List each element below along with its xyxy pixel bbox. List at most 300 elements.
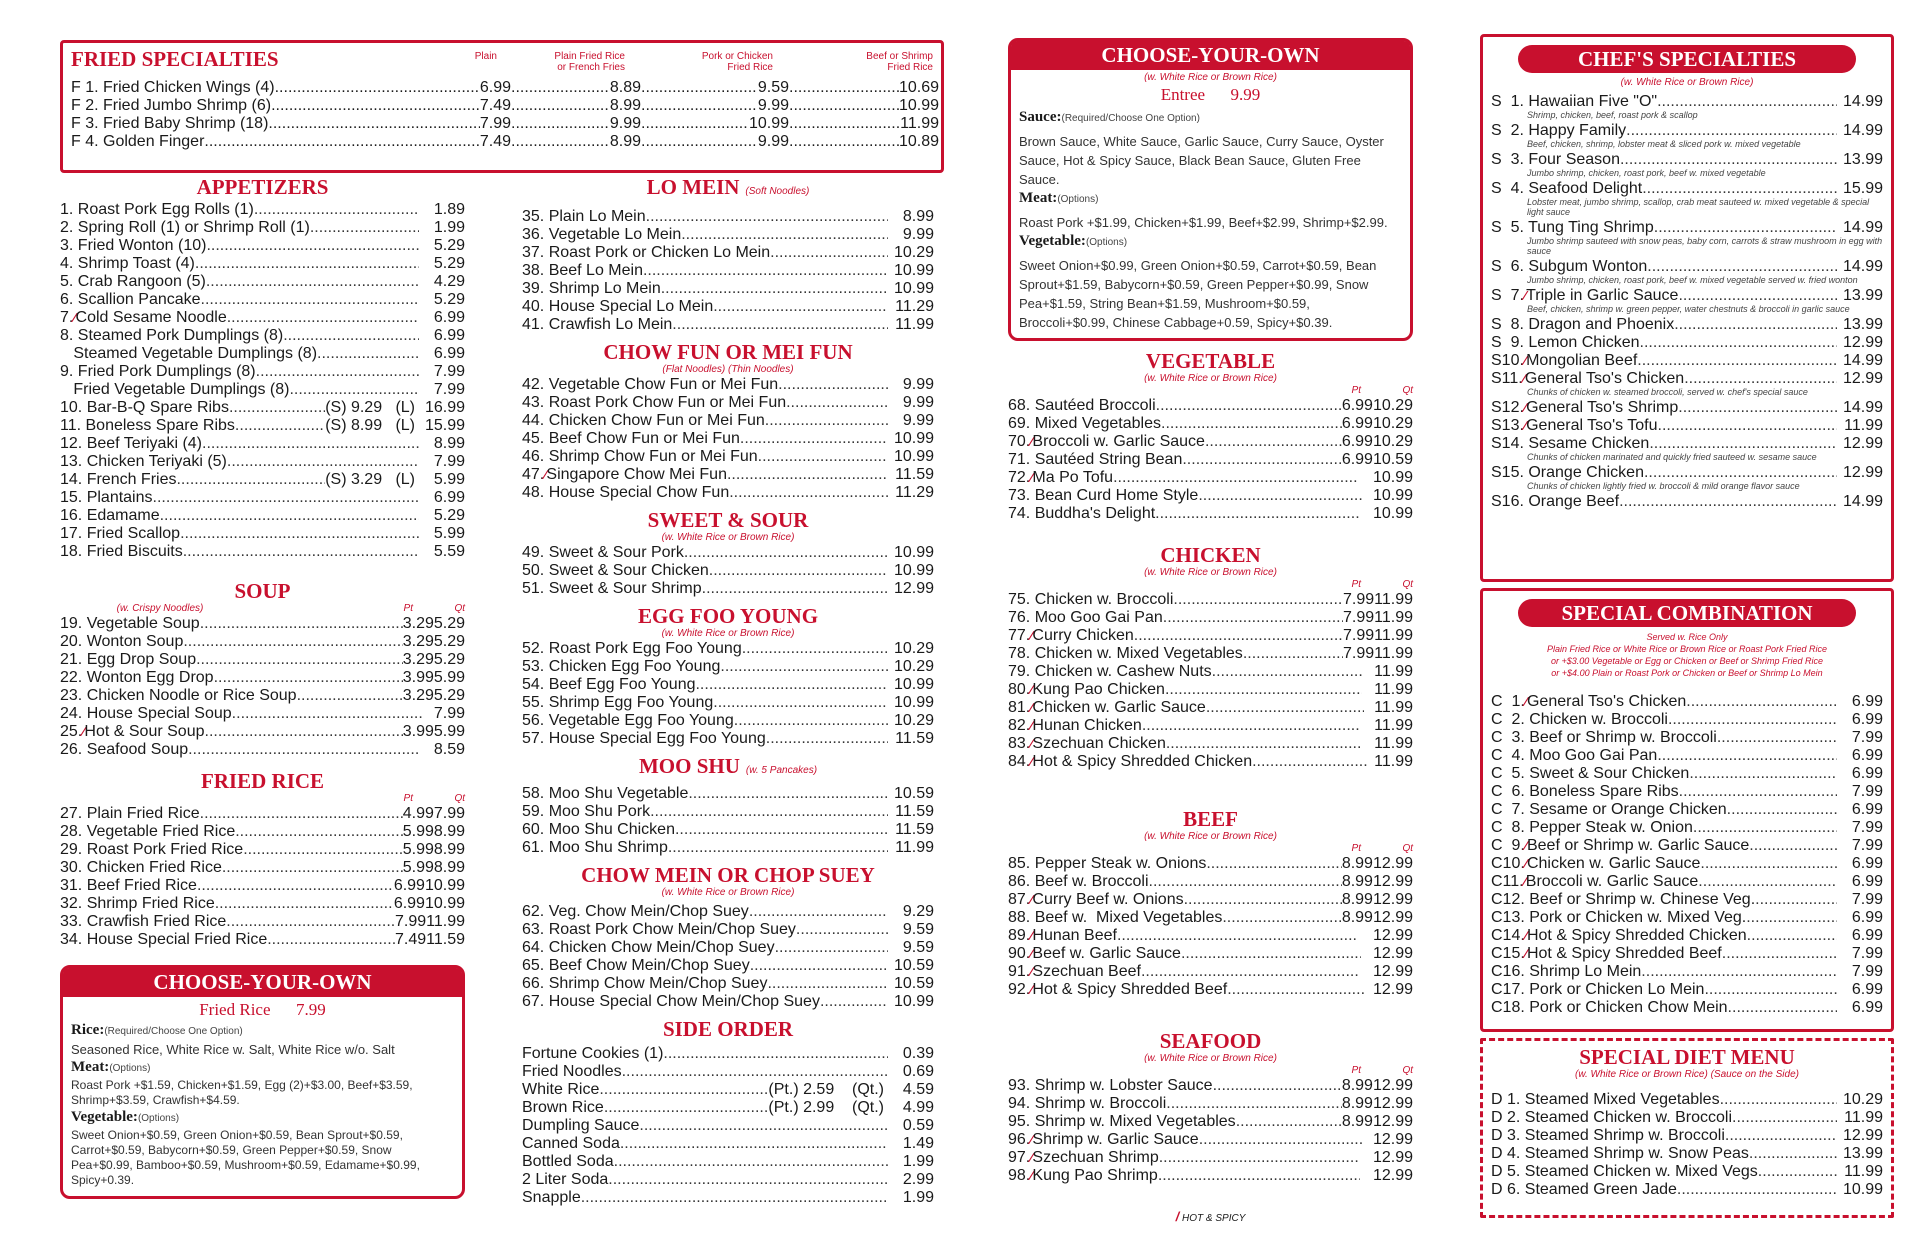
item-price: 1.89 bbox=[433, 201, 465, 218]
item-name bbox=[522, 694, 713, 712]
item-label: D 2. Steamed Chicken w. Broccoli bbox=[1491, 1109, 1732, 1126]
item-price: 1.99 bbox=[433, 219, 465, 236]
item-name bbox=[1491, 352, 1637, 370]
lo-mein-list bbox=[522, 208, 934, 334]
item-price: 11.99 bbox=[1844, 1109, 1883, 1126]
item-name bbox=[1008, 627, 1134, 645]
item-label-rest: Beef or Shrimp w. Garlic Sauce bbox=[1526, 837, 1750, 854]
leader-dots bbox=[1161, 415, 1342, 433]
item-price-pt: 7.99 bbox=[395, 913, 427, 930]
item-price: 10.59 bbox=[893, 957, 934, 974]
leader-dots bbox=[196, 651, 403, 669]
leader-dots bbox=[643, 262, 888, 280]
special-combination-list bbox=[1491, 693, 1883, 1017]
item-price: 4.29 bbox=[433, 273, 465, 290]
item-price-pt bbox=[1360, 717, 1374, 735]
menu-item bbox=[522, 484, 934, 502]
menu-item bbox=[522, 562, 934, 580]
menu-item bbox=[1491, 945, 1883, 963]
item-name bbox=[1491, 180, 1642, 198]
item-price: 6.99 bbox=[1851, 981, 1883, 998]
leader-dots bbox=[297, 687, 403, 705]
item-name bbox=[522, 1081, 599, 1099]
menu-item bbox=[522, 921, 934, 939]
item-name bbox=[522, 1099, 604, 1117]
leader-dots bbox=[206, 237, 419, 255]
fried-name-cell bbox=[71, 133, 511, 151]
item-label: 69. Mixed Vegetables bbox=[1008, 415, 1161, 432]
item-label: C12. Beef or Shrimp w. Chinese Veg. bbox=[1491, 891, 1756, 908]
menu-item bbox=[60, 705, 465, 723]
item-price: 6.99 bbox=[1851, 927, 1883, 944]
item-name bbox=[60, 435, 202, 453]
item-price: 11.59 bbox=[895, 730, 934, 747]
leader-dots bbox=[729, 484, 888, 502]
item-name bbox=[1491, 493, 1619, 511]
menu-item bbox=[60, 417, 465, 435]
leader-dots bbox=[1700, 855, 1837, 873]
leader-dots bbox=[1644, 464, 1837, 482]
leader-dots bbox=[641, 79, 758, 97]
leader-dots bbox=[1156, 397, 1342, 415]
leader-dots bbox=[1677, 1181, 1837, 1199]
item-name bbox=[1491, 927, 1747, 945]
item-price: 6.99 bbox=[1851, 873, 1883, 890]
item-price-pt bbox=[1357, 927, 1372, 945]
hot-pepper-icon: ⁄ bbox=[1030, 892, 1033, 907]
item-price: 15.99 bbox=[1842, 180, 1883, 197]
item-name bbox=[60, 255, 195, 273]
item-price: 14.99 bbox=[1842, 219, 1883, 236]
item-price: 6.99 bbox=[1851, 999, 1883, 1016]
item-name bbox=[522, 244, 770, 262]
menu-item bbox=[1008, 753, 1413, 771]
menu-item bbox=[522, 658, 934, 676]
item-name bbox=[522, 262, 643, 280]
menu-item bbox=[522, 803, 934, 821]
menu-item bbox=[522, 785, 934, 803]
item-label: 75. Chicken w. Broccoli bbox=[1008, 591, 1174, 608]
menu-item bbox=[522, 676, 934, 694]
item-name bbox=[1491, 93, 1657, 111]
leader-dots bbox=[796, 921, 888, 939]
egg-foo-sub: (w. White Rice or Brown Rice) bbox=[661, 628, 795, 639]
leader-dots bbox=[227, 309, 419, 327]
item-price: 9.59 bbox=[757, 79, 789, 96]
cyo-rice-heading: Rice: bbox=[71, 1022, 105, 1038]
item-name bbox=[522, 785, 688, 803]
leader-dots bbox=[1674, 316, 1837, 334]
leader-dots bbox=[1727, 801, 1837, 819]
item-price-qt: 10.99 bbox=[1372, 505, 1413, 522]
leader-dots bbox=[200, 805, 403, 823]
item-price-pt: 7.99 bbox=[1343, 591, 1375, 608]
menu-item bbox=[1008, 1095, 1413, 1113]
item-label: 71. Sautéed String Bean bbox=[1008, 451, 1183, 468]
menu-item bbox=[1008, 945, 1413, 963]
item-name bbox=[60, 877, 197, 895]
item-price-qt: 11.99 bbox=[1374, 717, 1413, 734]
item-name bbox=[60, 615, 200, 633]
hot-pepper-icon: ⁄ bbox=[1030, 982, 1033, 997]
item-label: C15. bbox=[1491, 945, 1525, 962]
menu-item bbox=[522, 730, 934, 748]
leader-dots bbox=[222, 859, 403, 877]
item-price-qt: 5.99 bbox=[433, 723, 465, 740]
item-price-pt bbox=[1362, 1131, 1373, 1149]
cyo-sauce-note: (Required/Choose One Option) bbox=[1061, 113, 1200, 124]
item-price-qt: 11.99 bbox=[426, 913, 465, 930]
hot-pepper-icon: ⁄ bbox=[1522, 371, 1525, 386]
item-label: C18. Pork or Chicken Chow Mein bbox=[1491, 999, 1728, 1016]
fried-price-cell bbox=[641, 133, 789, 151]
menu-item bbox=[60, 615, 465, 633]
item-price: 14.99 bbox=[1842, 352, 1883, 369]
menu-item bbox=[1491, 435, 1883, 453]
item-price: 8.99 bbox=[609, 97, 641, 114]
menu-item bbox=[1491, 801, 1883, 819]
menu-item bbox=[60, 669, 465, 687]
fried-price-cell bbox=[789, 115, 939, 133]
item-price: 11.59 bbox=[895, 466, 934, 483]
item-name bbox=[522, 1045, 663, 1063]
leader-dots bbox=[766, 730, 888, 748]
item-price-pt bbox=[422, 705, 434, 723]
item-name bbox=[60, 399, 229, 417]
item-label: C11. bbox=[1491, 873, 1524, 890]
item-label: 76. Moo Goo Gai Pan bbox=[1008, 609, 1163, 626]
menu-item bbox=[522, 1171, 934, 1189]
menu-item bbox=[60, 805, 465, 823]
leader-dots bbox=[1732, 1109, 1837, 1127]
item-label: 64. Chicken Chow Mein/Chop Suey bbox=[522, 939, 775, 956]
menu-item bbox=[1008, 699, 1413, 717]
menu-item bbox=[60, 237, 465, 255]
item-label: 4. Shrimp Toast (4) bbox=[60, 255, 195, 272]
cyo-entree-meat-note: (Options) bbox=[1057, 194, 1099, 205]
item-label: D 6. Steamed Green Jade bbox=[1491, 1181, 1677, 1198]
hot-pepper-icon: ⁄ bbox=[1524, 694, 1527, 709]
item-label: 38. Beef Lo Mein bbox=[522, 262, 643, 279]
item-label: F 1. Fried Chicken Wings (4) bbox=[71, 79, 275, 96]
menu-item bbox=[1008, 591, 1413, 609]
cyo-sauce-options: Brown Sauce, White Sauce, Garlic Sauce, Curry Sauce, Oyster Sauce, Hot & Spicy Sauce, Black Bean Sauce, Gluten Free Sauce. bbox=[1019, 134, 1384, 187]
item-name bbox=[60, 471, 176, 489]
item-name bbox=[1491, 1145, 1749, 1163]
item-name bbox=[522, 821, 675, 839]
item-label: 86. Beef w. Broccoli bbox=[1008, 873, 1149, 890]
item-name bbox=[60, 201, 254, 219]
fried-headers bbox=[367, 47, 933, 73]
item-price: 6.99 bbox=[479, 79, 511, 96]
item-price: 10.99 bbox=[893, 676, 934, 693]
item-label: 93. Shrimp w. Lobster Sauce bbox=[1008, 1077, 1213, 1094]
item-label: 60. Moo Shu Chicken bbox=[522, 821, 675, 838]
leader-dots bbox=[778, 376, 888, 394]
menu-item bbox=[522, 1099, 934, 1117]
leader-dots bbox=[214, 669, 403, 687]
beef-sub: (w. White Rice or Brown Rice) bbox=[1144, 831, 1277, 842]
item-name bbox=[1008, 663, 1212, 681]
item-size-price: (Pt.) 2.59 (Qt.) bbox=[768, 1081, 884, 1098]
item-label: 46. Shrimp Chow Fun or Mei Fun bbox=[522, 448, 758, 465]
item-name bbox=[1008, 505, 1155, 523]
item-label: 57. House Special Egg Foo Young bbox=[522, 730, 766, 747]
leader-dots bbox=[204, 133, 479, 151]
item-label: C17. Pork or Chicken Lo Mein bbox=[1491, 981, 1705, 998]
item-label: 43. Roast Pork Chow Fun or Mei Fun bbox=[522, 394, 787, 411]
item-price: 14.99 bbox=[1842, 122, 1883, 139]
item-price-qt: 7.99 bbox=[433, 705, 465, 722]
item-name bbox=[1491, 693, 1686, 711]
item-price: 9.99 bbox=[757, 97, 789, 114]
column-3 bbox=[1008, 38, 1413, 1224]
item-label: 8. Steamed Pork Dumplings (8) bbox=[60, 327, 284, 344]
leader-dots bbox=[180, 525, 419, 543]
item-price-pt bbox=[1362, 681, 1375, 699]
leader-dots bbox=[1678, 399, 1837, 417]
menu-item bbox=[1491, 464, 1883, 482]
menu-item bbox=[1491, 417, 1883, 435]
menu-item bbox=[1008, 717, 1413, 735]
item-price: 7.49 bbox=[479, 133, 511, 150]
cyo-meat-options: Roast Pork +$1.59, Chicken+$1.59, Egg (2)+$3.00, Beef+$3.59, Shrimp+$3.59, Crawfish+$4.59. bbox=[71, 1078, 413, 1107]
leader-dots bbox=[1141, 963, 1359, 981]
cyo-rice-options: Seasoned Rice, White Rice w. Salt, White Rice w/o. Salt bbox=[71, 1042, 395, 1057]
item-name bbox=[1008, 609, 1163, 627]
leader-dots bbox=[511, 133, 610, 151]
item-name bbox=[1008, 981, 1227, 999]
leader-dots bbox=[1149, 873, 1342, 891]
item-label: D 5. Steamed Chicken w. Mixed Vegs bbox=[1491, 1163, 1758, 1180]
item-price: 11.99 bbox=[1844, 1163, 1883, 1180]
item-price: 7.99 bbox=[1851, 783, 1883, 800]
item-description: Chunks of chicken marinated and quickly fried sauteed w. sesame sauce bbox=[1527, 452, 1817, 462]
item-price-qt: 10.29 bbox=[1372, 415, 1413, 432]
leader-dots bbox=[789, 133, 899, 151]
item-price: 13.99 bbox=[1842, 316, 1883, 333]
item-name bbox=[1491, 122, 1626, 140]
item-label: 62. Veg. Chow Mein/Chop Suey bbox=[522, 903, 749, 920]
leader-dots bbox=[695, 676, 888, 694]
menu-item bbox=[522, 939, 934, 957]
hot-pepper-icon: ⁄ bbox=[1030, 946, 1033, 961]
item-label: 33. Crawfish Fried Rice bbox=[60, 913, 227, 930]
item-price-pt: 7.99 bbox=[1343, 609, 1375, 626]
leader-dots bbox=[183, 633, 402, 651]
item-price: 14.99 bbox=[1842, 399, 1883, 416]
item-name bbox=[1491, 1091, 1720, 1109]
item-label: 98. bbox=[1008, 1167, 1031, 1184]
item-name bbox=[60, 741, 188, 759]
item-label: Fortune Cookies (1) bbox=[522, 1045, 664, 1062]
item-name bbox=[60, 633, 183, 651]
fried-name-cell bbox=[71, 97, 511, 115]
menu-item bbox=[1491, 819, 1883, 837]
item-price: 10.29 bbox=[893, 244, 934, 261]
leader-dots bbox=[672, 316, 888, 334]
hot-pepper-icon: ⁄ bbox=[1030, 736, 1033, 751]
vegetable-list bbox=[1008, 397, 1413, 523]
menu-item bbox=[1008, 735, 1413, 753]
item-price: 10.99 bbox=[748, 115, 789, 132]
item-price: 0.69 bbox=[902, 1063, 934, 1080]
leader-dots bbox=[720, 658, 888, 676]
item-name bbox=[60, 291, 201, 309]
item-label: S 6. Subgum Wonton bbox=[1491, 258, 1648, 275]
leader-dots bbox=[1206, 699, 1364, 717]
menu-item bbox=[1008, 1149, 1413, 1167]
item-price-pt: 7.99 bbox=[1343, 627, 1375, 644]
item-price: 14.99 bbox=[1842, 493, 1883, 510]
hot-pepper-icon: / bbox=[1175, 1209, 1180, 1224]
item-price-pt: 3.29 bbox=[402, 651, 434, 668]
leader-dots bbox=[1181, 945, 1361, 963]
leader-dots bbox=[1725, 1127, 1837, 1145]
lo-mein-note: (Soft Noodles) bbox=[745, 186, 810, 197]
item-price: 7.99 bbox=[1851, 837, 1883, 854]
item-label: 87. bbox=[1008, 891, 1031, 908]
leader-dots bbox=[1758, 1163, 1837, 1181]
item-price: 6.99 bbox=[433, 309, 465, 326]
item-label: 90. bbox=[1008, 945, 1031, 962]
item-price-qt: 11.99 bbox=[1374, 753, 1413, 770]
menu-item bbox=[522, 430, 934, 448]
item-name bbox=[1008, 1131, 1199, 1149]
leader-dots bbox=[1199, 1131, 1363, 1149]
leader-dots bbox=[206, 273, 419, 291]
item-price-pt bbox=[1357, 469, 1373, 487]
menu-item bbox=[1008, 1077, 1413, 1095]
item-price-qt: 5.29 bbox=[433, 615, 465, 632]
item-name bbox=[1491, 747, 1657, 765]
item-label: 92. bbox=[1008, 981, 1031, 998]
item-name bbox=[60, 669, 214, 687]
item-label: C 9. bbox=[1491, 837, 1525, 854]
item-name bbox=[60, 651, 196, 669]
item-size-price: (S) 3.29 (L) bbox=[325, 471, 415, 488]
item-name bbox=[1008, 927, 1117, 945]
item-label: 34. House Special Fried Rice bbox=[60, 931, 268, 948]
item-label: 37. Roast Pork or Chicken Lo Mein bbox=[522, 244, 771, 261]
item-price: 1.99 bbox=[902, 1153, 934, 1170]
menu-item bbox=[1008, 981, 1413, 999]
item-label: 45. Beef Chow Fun or Mei Fun bbox=[522, 430, 740, 447]
cyo-fried-rice-entree: Fried Rice 7.99 bbox=[199, 1000, 326, 1019]
menu-item bbox=[522, 412, 934, 430]
item-price: 7.99 bbox=[1851, 729, 1883, 746]
menu-item bbox=[1491, 219, 1883, 237]
leader-dots bbox=[599, 1081, 768, 1099]
hot-pepper-icon: ⁄ bbox=[1524, 946, 1527, 961]
leader-dots bbox=[1198, 487, 1362, 505]
leader-dots bbox=[1717, 729, 1837, 747]
item-label: Brown Rice bbox=[522, 1099, 604, 1116]
moo-shu-note: (w. 5 Pancakes) bbox=[745, 765, 818, 776]
menu-item bbox=[1491, 999, 1883, 1017]
item-label-rest: General Tso's Tofu bbox=[1526, 417, 1658, 434]
leader-dots bbox=[1654, 219, 1837, 237]
menu-item bbox=[522, 580, 934, 598]
menu-item bbox=[522, 1153, 934, 1171]
sweet-sour-title: SWEET & SOUR bbox=[647, 508, 809, 532]
menu-item bbox=[1008, 505, 1413, 523]
item-label: 91. bbox=[1008, 963, 1031, 980]
item-label: F 4. Golden Finger bbox=[71, 133, 205, 150]
hot-pepper-icon: ⁄ bbox=[1030, 628, 1033, 643]
item-label: 1. Roast Pork Egg Rolls (1) bbox=[60, 201, 254, 218]
item-label: 35. Plain Lo Mein bbox=[522, 208, 646, 225]
item-price-pt: 5.99 bbox=[402, 841, 434, 858]
hot-pepper-icon: ⁄ bbox=[1030, 1132, 1033, 1147]
item-price: 5.99 bbox=[433, 471, 465, 488]
moo-shu-title-text: MOO SHU bbox=[638, 754, 740, 778]
leader-dots bbox=[271, 97, 480, 115]
item-name bbox=[1491, 819, 1693, 837]
item-label: 72. bbox=[1008, 469, 1031, 486]
column-2 bbox=[522, 175, 934, 1207]
item-name bbox=[522, 803, 650, 821]
menu-item bbox=[1491, 927, 1883, 945]
item-price-pt bbox=[419, 741, 434, 759]
leader-dots bbox=[622, 1063, 888, 1081]
leader-dots bbox=[650, 803, 888, 821]
item-price-qt: 12.99 bbox=[1372, 963, 1413, 980]
soup-list bbox=[60, 615, 465, 759]
item-price-qt: 12.99 bbox=[1372, 1131, 1413, 1148]
item-label: 97. bbox=[1008, 1149, 1031, 1166]
item-description: Jumbo shrimp, chicken, roast pork, beef w. mixed vegetable served w. fried wonton bbox=[1527, 275, 1858, 285]
item-label-rest: Curry Chicken bbox=[1032, 627, 1134, 644]
fried-rice-list bbox=[60, 805, 465, 949]
item-name bbox=[60, 525, 180, 543]
cyo-meat-note: (Options) bbox=[109, 1063, 151, 1074]
leader-dots bbox=[1159, 1149, 1360, 1167]
vegetable-h-pt: Pt bbox=[1351, 385, 1361, 396]
item-label: 83. bbox=[1008, 735, 1031, 752]
item-price-pt bbox=[1360, 1167, 1373, 1185]
cyo-sauce-heading: Sauce: bbox=[1019, 109, 1062, 125]
menu-item bbox=[60, 823, 465, 841]
fried-specialties-box bbox=[60, 40, 944, 173]
item-label: 27. Plain Fried Rice bbox=[60, 805, 200, 822]
item-name bbox=[1491, 417, 1658, 435]
item-price-qt: 12.99 bbox=[1372, 855, 1413, 872]
item-price: 11.29 bbox=[895, 298, 934, 315]
item-price: 6.99 bbox=[433, 327, 465, 344]
item-name bbox=[1008, 1113, 1236, 1131]
item-price-pt: 7.99 bbox=[1343, 645, 1375, 662]
chow-fun-title: CHOW FUN OR MEI FUN bbox=[603, 340, 853, 364]
vegetable-h-qt: Qt bbox=[1402, 385, 1413, 396]
menu-item bbox=[60, 327, 465, 345]
item-label: 14. French Fries bbox=[60, 471, 177, 488]
menu-item bbox=[1491, 1181, 1883, 1199]
item-name bbox=[522, 412, 765, 430]
item-name bbox=[522, 730, 766, 748]
item-price-pt bbox=[1367, 753, 1374, 771]
item-price-qt: 11.59 bbox=[426, 931, 465, 948]
side-order-title: SIDE ORDER bbox=[662, 1017, 794, 1041]
leader-dots bbox=[641, 115, 749, 133]
menu-item bbox=[1491, 180, 1883, 198]
item-price-pt: 8.99 bbox=[1341, 1077, 1373, 1094]
menu-item bbox=[522, 903, 934, 921]
item-price: 10.29 bbox=[893, 640, 934, 657]
leader-dots bbox=[767, 975, 888, 993]
leader-dots bbox=[1746, 909, 1837, 927]
leader-dots bbox=[789, 115, 900, 133]
